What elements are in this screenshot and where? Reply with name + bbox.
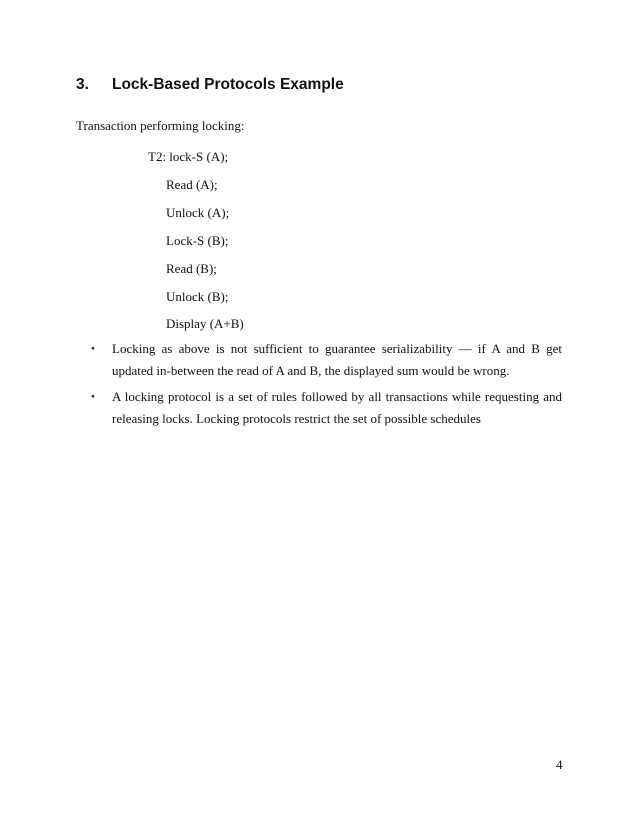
code-line: Read (B); bbox=[166, 261, 217, 276]
section-title: Lock-Based Protocols Example bbox=[112, 76, 344, 93]
bullet-icon: • bbox=[91, 343, 95, 355]
section-number: 3. bbox=[76, 76, 89, 93]
bullet-text: Locking as above is not sufficient to guarantee serializability — if A and B get updated in-between the read of A and B, the displayed sum would be wrong. bbox=[112, 341, 562, 378]
code-line: Lock-S (B); bbox=[166, 233, 229, 248]
bullet-icon: • bbox=[91, 391, 95, 403]
bullet-list bbox=[88, 338, 562, 434]
code-line: Read (A); bbox=[166, 177, 218, 192]
code-line: T2: lock-S (A); bbox=[148, 149, 229, 164]
intro-text: Transaction performing locking: bbox=[76, 118, 245, 133]
code-line: Unlock (A); bbox=[166, 205, 230, 220]
bullet-text: A locking protocol is a set of rules followed by all transactions while requesting and releasing locks. Locking protocols restrict the set of possible schedules bbox=[112, 389, 562, 426]
code-line: Unlock (B); bbox=[166, 289, 229, 304]
section-heading bbox=[76, 76, 344, 94]
page-number: 4 bbox=[556, 757, 563, 772]
list-item bbox=[88, 338, 562, 382]
code-line: Display (A+B) bbox=[166, 316, 244, 331]
list-item bbox=[88, 386, 562, 430]
